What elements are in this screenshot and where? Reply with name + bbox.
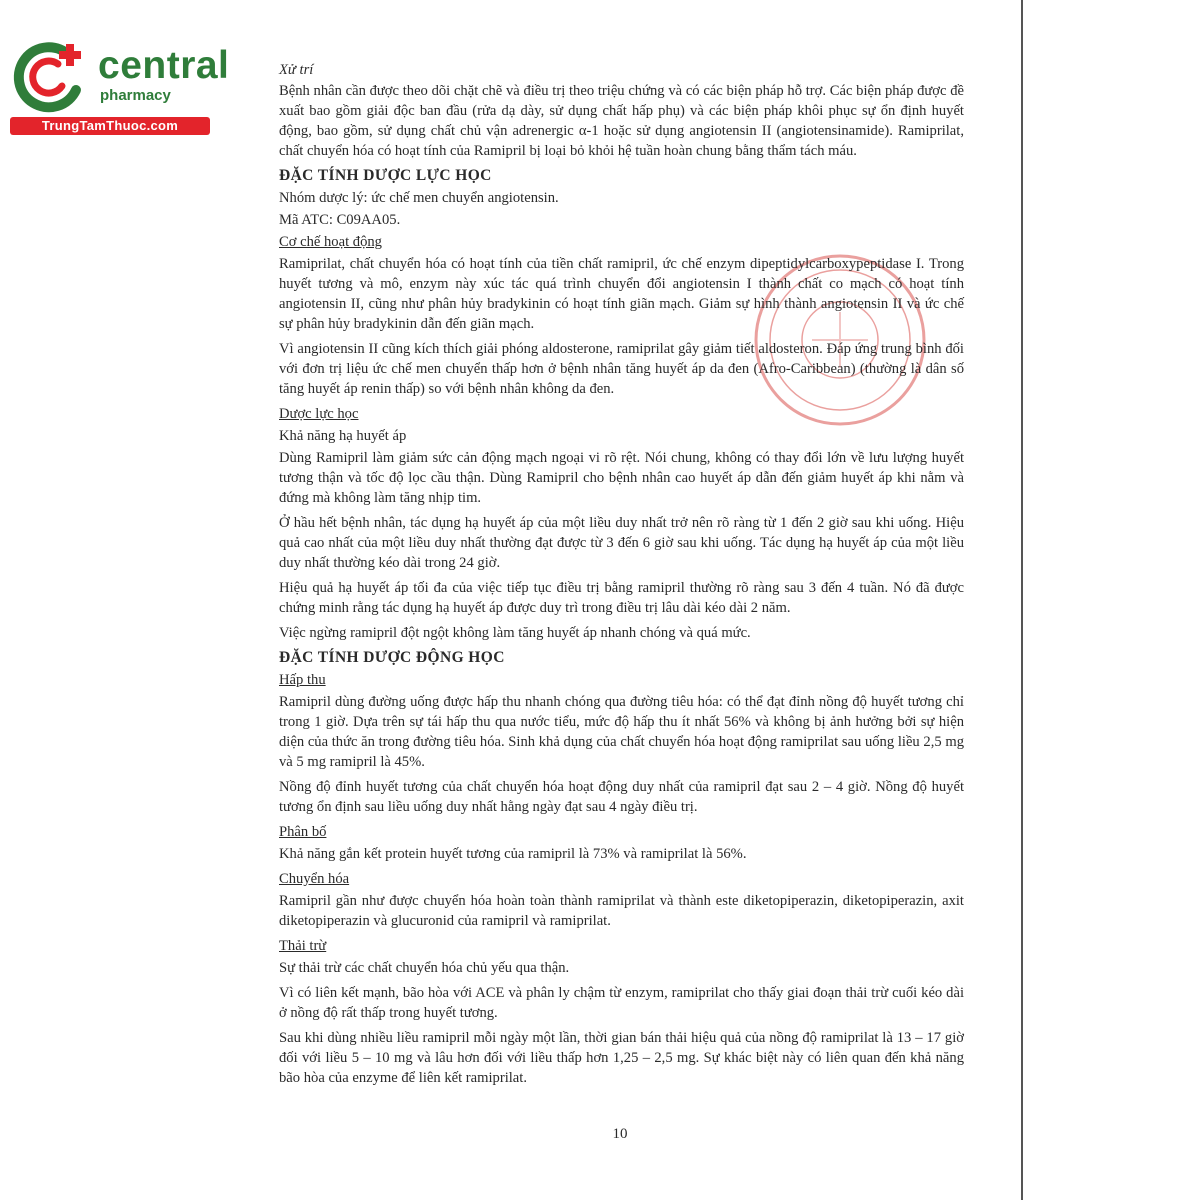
document-body	[279, 60, 964, 1093]
antihypertensive-paragraph-4: Việc ngừng ramipril đột ngột không làm tăng huyết áp nhanh chóng và quá mức.	[279, 625, 751, 641]
metabolism-heading: Chuyển hóa	[279, 871, 350, 887]
pharmacokinetics-heading: ĐẶC TÍNH DƯỢC ĐỘNG HỌC	[279, 649, 505, 666]
pharmacodynamics-heading: ĐẶC TÍNH DƯỢC LỰC HỌC	[279, 167, 492, 184]
absorption-heading: Hấp thu	[279, 672, 326, 688]
logo-brand-name: central	[98, 44, 230, 87]
pharmacy-cross-logo-icon	[10, 38, 92, 116]
atc-code: Mã ATC: C09AA05.	[279, 212, 401, 228]
page-edge-line	[1021, 0, 1023, 1200]
mechanism-heading: Cơ chế hoạt động	[279, 234, 382, 250]
management-heading: Xử trí	[279, 62, 314, 78]
effects-heading: Dược lực học	[279, 406, 359, 422]
absorption-paragraph-2: Nồng độ đỉnh huyết tương của chất chuyển hóa hoạt động duy nhất của ramipril đạt sau 2 – 4 giờ. Nồng độ huyết tương ổn định sau liều uống duy nhất hằng ngày đạt sau 4 ngày điều trị.	[279, 779, 964, 815]
antihypertensive-paragraph-1: Dùng Ramipril làm giảm sức cản động mạch ngoại vi rõ rệt. Nói chung, không có thay đổi lớn về lưu lượng huyết tương thận và tốc độ lọc cầu thận. Dùng Ramipril cho bệnh nhân cao huyết áp dẫn đến giảm huyết áp khi nằm và đứng mà không làm tăng nhịp tim.	[279, 450, 964, 506]
distribution-paragraph: Khả năng gắn kết protein huyết tương của ramipril là 73% và ramiprilat là 56%.	[279, 846, 747, 862]
central-pharmacy-logo	[10, 38, 230, 138]
elimination-paragraph-3: Sau khi dùng nhiều liều ramipril mỗi ngày một lần, thời gian bán thải hiệu quả của nồng độ ramiprilat là 13 – 17 giờ đối với liều 5 – 10 mg và lâu hơn đối với liều thấp hơn 1,25 – 2,5 mg. Sự khác biệt này có liên quan đến khả năng bão hòa của enzyme để liên kết ramiprilat.	[279, 1030, 964, 1086]
elimination-paragraph-2: Vì có liên kết mạnh, bão hòa với ACE và phân ly chậm từ enzym, ramiprilat cho thấy giai đoạn thải trừ cuối kéo dài ở nồng độ rất thấp trong huyết tương.	[279, 985, 964, 1021]
distribution-heading: Phân bố	[279, 824, 327, 840]
antihypertensive-paragraph-3: Hiệu quả hạ huyết áp tối đa của việc tiếp tục điều trị bằng ramipril thường rõ ràng sau 3 đến 4 tuần. Nó đã được chứng minh rằng tác dụng hạ huyết áp được duy trì trong điều trị lâu dài kéo dài 2 năm.	[279, 580, 964, 616]
elimination-heading: Thải trừ	[279, 938, 327, 954]
mechanism-paragraph-2: Vì angiotensin II cũng kích thích giải phóng aldosterone, ramiprilat gây giảm tiết aldosteron. Đáp ứng trung bình đối với đơn trị liệu ức chế men chuyển thấp hơn ở bệnh nhân tăng huyết áp da đen (Afro-Caribbean) (thường là dân số tăng huyết áp renin thấp) so với bệnh nhân không da đen.	[279, 341, 964, 397]
antihypertensive-heading: Khả năng hạ huyết áp	[279, 428, 407, 444]
antihypertensive-paragraph-2: Ở hầu hết bệnh nhân, tác dụng hạ huyết áp của một liều duy nhất trở nên rõ ràng từ 1 đến 2 giờ sau khi uống. Hiệu quả cao nhất của một liều duy nhất thường đạt được từ 3 đến 6 giờ sau khi uống. Tác dụng hạ huyết áp của một liều duy nhất thường kéo dài trong 24 giờ.	[279, 515, 964, 571]
logo-brand-subname: pharmacy	[100, 87, 171, 104]
metabolism-paragraph: Ramipril gần như được chuyển hóa hoàn toàn thành ramiprilat và thành este diketopiperazin, diketopiperazin, axit diketopiperazin và glucuronid của ramipril và ramiprilat.	[279, 893, 964, 929]
absorption-paragraph-1: Ramipril dùng đường uống được hấp thu nhanh chóng qua đường tiêu hóa: có thể đạt đỉnh nồng độ huyết tương chỉ trong 1 giờ. Dựa trên sự tái hấp thu qua nước tiểu, mức độ hấp thu ít nhất 56% và không bị ảnh hưởng bởi sự hiện diện của thức ăn trong đường tiêu hóa. Sinh khả dụng của chất chuyển hóa hoạt động ramiprilat sau uống liều 2,5 mg và 5 mg ramipril là 45%.	[279, 694, 964, 770]
page-number: 10	[612, 1126, 628, 1142]
management-paragraph: Bệnh nhân cần được theo dõi chặt chẽ và điều trị theo triệu chứng và có các biện pháp hỗ trợ. Các biện pháp được đề xuất bao gồm giải độc ban đầu (rửa dạ dày, sử dụng chất hấp phụ) và các biện pháp khôi phục sự ổn định huyết động, bao gồm, sử dụng chất chủ vận adrenergic α-1 hoặc sử dụng angiotensin II (angiotensinamide). Ramiprilat, chất chuyển hóa có hoạt tính của Ramipril bị loại bỏ khỏi hệ tuần hoàn chung bằng thẩm tách máu.	[279, 83, 964, 159]
logo-website: TrungTamThuoc.com	[10, 117, 210, 135]
mechanism-paragraph-1: Ramiprilat, chất chuyển hóa có hoạt tính của tiền chất ramipril, ức chế enzym dipeptidylcarboxypeptidase I. Trong huyết tương và mô, enzym này xúc tác quá trình chuyển đổi angiotensin I thành chất co mạch có hoạt tính angiotensin II, cũng như phân hủy bradykinin có hoạt tính giãn mạch. Giảm sự hình thành angiotensin II và ức chế sự phân hủy bradykinin dẫn đến giãn mạch.	[279, 256, 964, 332]
pharmacological-group: Nhóm dược lý: ức chế men chuyển angiotensin.	[279, 190, 559, 206]
elimination-paragraph-1: Sự thải trừ các chất chuyển hóa chủ yếu qua thận.	[279, 960, 570, 976]
